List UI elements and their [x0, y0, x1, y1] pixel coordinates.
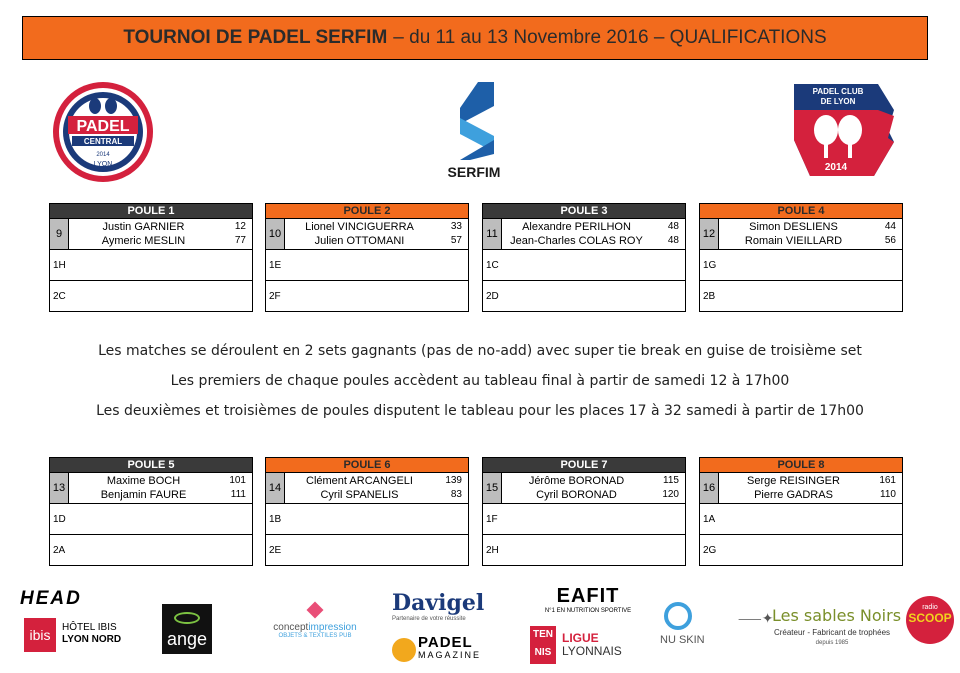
- ligue-line2: LYONNAIS: [562, 644, 622, 658]
- player-rank: 120: [662, 489, 679, 500]
- seed-number: 12: [700, 219, 719, 249]
- qualifier-slot: 2H: [486, 544, 499, 556]
- seeded-team: [266, 219, 468, 250]
- player-rank: 56: [884, 235, 896, 246]
- info-line-1: Les matches se déroulent en 2 sets gagnants (pas de no-add) avec super tie break en guise de troisième set: [98, 343, 862, 359]
- scoop-radio-text: radio: [922, 604, 938, 611]
- poule-header: POULE 8: [700, 458, 902, 473]
- ange-ring-icon: [174, 612, 200, 624]
- poule-8: [699, 457, 903, 566]
- qualifier-slot: 1D: [50, 504, 252, 535]
- poule-header: POULE 1: [50, 204, 252, 219]
- central-city: LYON: [93, 161, 113, 168]
- padel-central-text: PADEL: [76, 118, 130, 135]
- ibis-line1: HÔTEL IBIS: [62, 622, 117, 633]
- serfim-logo: [434, 78, 514, 182]
- concept-text: concept: [273, 622, 309, 633]
- seeded-team: [483, 219, 685, 250]
- poule-header: POULE 6: [266, 458, 468, 473]
- qualifier-slot: 2A: [53, 544, 66, 556]
- padel-mag-line1: PADEL: [418, 634, 473, 651]
- seeded-team: [50, 219, 252, 250]
- player-name: Cyril SPANELIS: [320, 489, 399, 501]
- nuskin-text: NU SKIN: [660, 634, 705, 646]
- player-name: Pierre GADRAS: [754, 489, 833, 501]
- poule-header: POULE 7: [483, 458, 685, 473]
- plc-line2: DE LYON: [820, 97, 856, 106]
- seed-number: 16: [700, 473, 719, 503]
- poule-3: [482, 203, 686, 312]
- qualifier-slot: 2D: [486, 290, 499, 302]
- player-name: Maxime BOCH: [106, 475, 181, 487]
- seed-number: 15: [483, 473, 502, 503]
- poule-5: [49, 457, 253, 566]
- info-line-2: Les premiers de chaque poules accèdent au tableau final à partir de samedi 12 à 17h00: [170, 373, 790, 389]
- player-name: Jean-Charles COLAS ROY: [510, 235, 643, 247]
- player-name: Lionel VINCIGUERRA: [305, 221, 414, 233]
- tennis-line1: TEN: [533, 629, 553, 640]
- player-name: Romain VIEILLARD: [744, 235, 843, 247]
- qualifier-slot: 1G: [700, 250, 902, 281]
- player-rank: 115: [663, 475, 679, 486]
- sables-noirs-text: Les sables Noirs: [772, 606, 902, 625]
- seeded-team: [483, 473, 685, 504]
- davigel-text: Davigel: [392, 590, 485, 616]
- sables-noirs-subtitle: Créateur - Fabricant de trophées: [773, 628, 891, 637]
- player-rank: 161: [879, 475, 896, 486]
- qualifier-slot: 2B: [703, 290, 716, 302]
- ibis-text: [62, 622, 121, 646]
- player-rank: 44: [884, 221, 896, 232]
- poule-4: [699, 203, 903, 312]
- poule-2: [265, 203, 469, 312]
- davigel-subtitle: Partenaire de votre réussite: [392, 616, 466, 622]
- plc-line1: PADEL CLUB: [812, 87, 864, 96]
- qualifier-slot: 2C: [53, 290, 66, 302]
- central-text: CENTRAL: [83, 137, 123, 146]
- player-name: Justin GARNIER: [102, 221, 185, 233]
- seed-number: 9: [50, 219, 69, 249]
- tournament-title: TOURNOI DE PADEL SERFIM: [123, 27, 388, 48]
- ibis-logo: ibis: [24, 618, 56, 652]
- player-rank: 83: [450, 489, 462, 500]
- qualifier-slot: 1H: [50, 250, 252, 281]
- impression-text: impression: [308, 622, 357, 633]
- concept-diamond-icon: [307, 602, 324, 619]
- seeded-team: [266, 473, 468, 504]
- qualifier-slot: 2E: [269, 544, 282, 556]
- central-year: 2014: [96, 152, 110, 158]
- ligue-logo: [562, 632, 622, 658]
- head-logo: HEAD: [20, 588, 82, 609]
- player-rank: 48: [667, 235, 679, 246]
- scoop-text: SCOOP: [908, 611, 952, 625]
- poule-header: POULE 3: [483, 204, 685, 219]
- player-name: Jérôme BORONAD: [528, 475, 625, 487]
- tennis-logo: [530, 626, 556, 664]
- seed-number: 13: [50, 473, 69, 503]
- player-name: Benjamin FAURE: [100, 489, 187, 501]
- padel-club-lyon-logo: [790, 80, 898, 180]
- player-rank: 57: [450, 235, 462, 246]
- plc-year: 2014: [824, 162, 848, 173]
- qualifier-slot: 1E: [266, 250, 468, 281]
- eafit-text: EAFIT: [556, 585, 620, 607]
- poule-6: [265, 457, 469, 566]
- player-name: Cyril BORONAD: [536, 489, 617, 501]
- qualifier-slot: 1C: [483, 250, 685, 281]
- player-rank: 48: [667, 221, 679, 232]
- davigel-logo: [392, 590, 498, 622]
- player-rank: 110: [880, 489, 896, 500]
- seed-number: 11: [483, 219, 502, 249]
- serfim-text: SERFIM: [447, 164, 501, 180]
- ligue-line1: LIGUE: [562, 631, 599, 645]
- player-rank: 12: [234, 221, 246, 232]
- player-rank: 101: [229, 475, 246, 486]
- qualifier-slot: 1B: [266, 504, 468, 535]
- trophy-icon: ⸺✦: [738, 610, 774, 626]
- concept-impression-logo: [255, 604, 375, 639]
- seed-number: 14: [266, 473, 285, 503]
- player-name: Clément ARCANGELI: [306, 475, 413, 487]
- poule-1: [49, 203, 253, 312]
- padel-mag-line2: MAGAZINE: [418, 650, 482, 660]
- poule-header: POULE 4: [700, 204, 902, 219]
- padel-magazine-ball-icon: [392, 638, 416, 662]
- poule-7: [482, 457, 686, 566]
- sables-noirs-since: depuis 1985: [815, 640, 849, 646]
- player-rank: 77: [234, 235, 246, 246]
- player-name: Aymeric MESLIN: [101, 235, 186, 247]
- seeded-team: [50, 473, 252, 504]
- qualifier-slot: 1F: [483, 504, 685, 535]
- player-name: Simon DESLIENS: [749, 221, 838, 233]
- player-rank: 111: [230, 489, 246, 500]
- title-banner: [22, 16, 928, 60]
- poule-header: POULE 2: [266, 204, 468, 219]
- tournament-subtitle: – du 11 au 13 Novembre 2016 – QUALIFICATIONS: [393, 27, 827, 48]
- concept-subtitle: OBJETS & TEXTILES PUB: [278, 633, 352, 639]
- player-name: Alexandre PERILHON: [522, 221, 631, 233]
- padel-magazine-logo: [418, 636, 481, 662]
- qualifier-slot: 1A: [700, 504, 902, 535]
- eafit-subtitle: N°1 EN NUTRITION SPORTIVE: [544, 608, 632, 614]
- player-name: Julien OTTOMANI: [314, 235, 405, 247]
- player-rank: 33: [450, 221, 462, 232]
- seed-number: 10: [266, 219, 285, 249]
- padel-central-logo: [50, 80, 156, 184]
- ibis-line2: LYON NORD: [62, 634, 122, 645]
- ange-logo: [162, 604, 212, 654]
- qualifier-slot: 2F: [269, 290, 281, 302]
- player-rank: 139: [445, 475, 462, 486]
- info-line-3: Les deuxièmes et troisièmes de poules disputent le tableau pour les places 17 à 32 samedi à partir de 17h00: [96, 403, 864, 419]
- ange-text: ange: [166, 629, 208, 649]
- seeded-team: [700, 219, 902, 250]
- poule-header: POULE 5: [50, 458, 252, 473]
- eafit-logo: [540, 585, 636, 614]
- seeded-team: [700, 473, 902, 504]
- tennis-line2: NIS: [534, 647, 552, 658]
- qualifier-slot: 2G: [703, 544, 717, 556]
- nuskin-icon: [664, 602, 692, 630]
- player-name: Serge REISINGER: [747, 475, 840, 487]
- radio-scoop-logo: [906, 596, 954, 644]
